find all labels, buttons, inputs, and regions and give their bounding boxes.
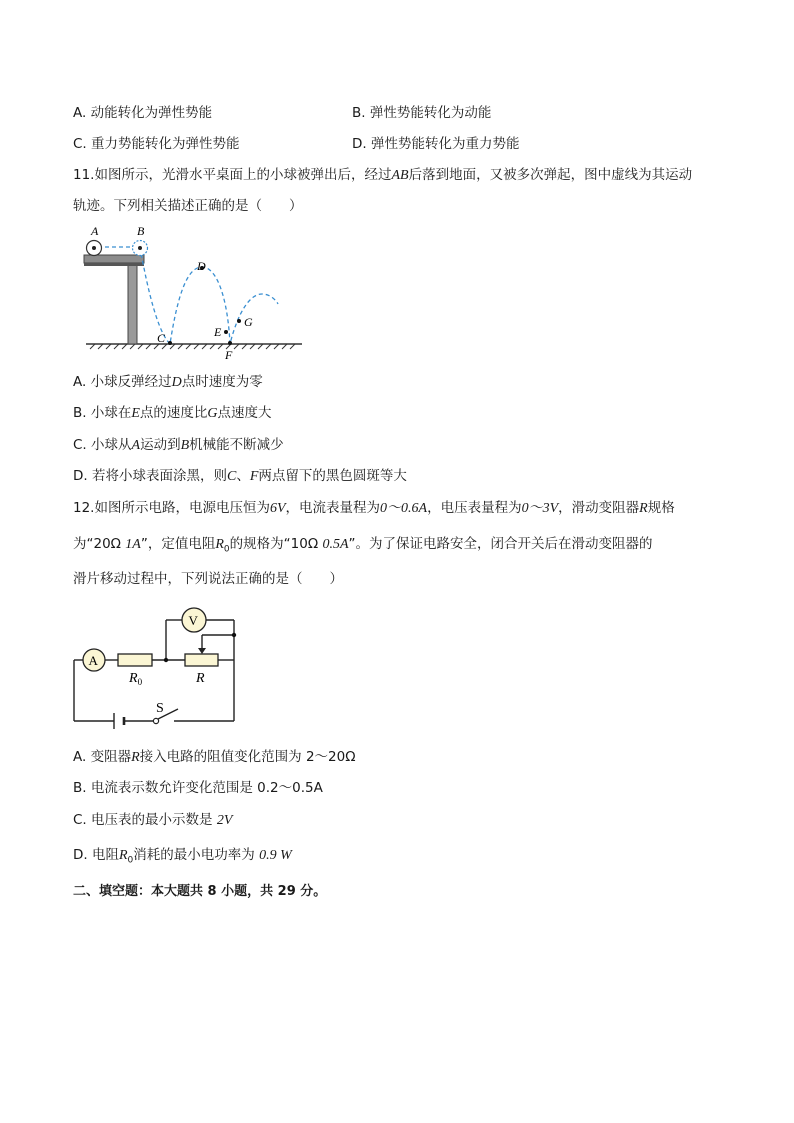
q11-option-d: D. 若将小球表面涂黑，则C、F两点留下的黑色圆斑等大 bbox=[73, 468, 407, 484]
r-label: R bbox=[196, 671, 205, 686]
q10-option-a: A. 动能转化为弹性势能 bbox=[73, 105, 213, 121]
q12-option-c: C. 电压表的最小示数是 2V bbox=[73, 812, 233, 828]
q12-stem-line1: 12.如图所示电路，电源电压恒为6V，电流表量程为0～0.6A，电压表量程为0～3V，滑动变阻器R规格 bbox=[73, 500, 675, 516]
q11-option-b: B. 小球在E点的速度比G点速度大 bbox=[73, 405, 272, 421]
voltmeter-label: V bbox=[188, 613, 198, 628]
label-c: C bbox=[157, 331, 166, 345]
q10-option-b: B. 弹性势能转化为动能 bbox=[352, 105, 492, 121]
q11-option-c: C. 小球从A运动到B机械能不断减少 bbox=[73, 437, 284, 453]
table-top-shadow bbox=[84, 263, 144, 266]
point-e bbox=[224, 330, 228, 334]
point-g bbox=[237, 319, 241, 323]
slider-arrow bbox=[198, 648, 206, 654]
ammeter-label: A bbox=[88, 653, 98, 668]
q11-stem-line1: 11.如图所示，光滑水平桌面上的小球被弹出后，经过AB后落到地面，又被多次弹起，图中虚线为其运动 bbox=[73, 167, 693, 183]
q10-option-d: D. 弹性势能转化为重力势能 bbox=[352, 136, 520, 152]
point-c bbox=[168, 341, 172, 345]
table-top bbox=[84, 255, 144, 263]
label-d: D bbox=[197, 259, 206, 273]
q12-option-b: B. 电流表示数允许变化范围是 0.2～0.5A bbox=[73, 780, 323, 796]
q11-figure bbox=[70, 222, 310, 362]
label-b: B bbox=[137, 224, 145, 238]
q12-stem-line3: 滑片移动过程中，下列说法正确的是（ ） bbox=[73, 571, 343, 587]
table-leg bbox=[128, 263, 137, 344]
q11-option-a: A. 小球反弹经过D点时速度为零 bbox=[73, 374, 263, 390]
q12-option-a: A. 变阻器R接入电路的阻值变化范围为 2～20Ω bbox=[73, 749, 356, 765]
q10-option-c: C. 重力势能转化为弹性势能 bbox=[73, 136, 240, 152]
section-2-heading: 二、填空题：本大题共 8 小题，共 29 分。 bbox=[73, 884, 327, 899]
r0-label: $R_0$ bbox=[129, 671, 143, 687]
switch-label: S bbox=[156, 701, 164, 716]
label-g: G bbox=[244, 315, 253, 329]
resistor-r0 bbox=[118, 654, 152, 666]
q12-circuit-figure bbox=[70, 602, 250, 732]
label-f: F bbox=[225, 348, 233, 362]
q12-option-d: D. 电阻$R_0$消耗的最小电功率为 0.9 W bbox=[73, 847, 292, 866]
rheostat-r bbox=[185, 654, 218, 666]
point-f bbox=[228, 341, 232, 345]
label-e: E bbox=[214, 325, 222, 339]
q12-stem-line2: 为“20Ω 1A”，定值电阻$R_0$的规格为“10Ω 0.5A”。为了保证电路安全，闭合开关后在滑动变阻器的 bbox=[73, 536, 653, 555]
q11-stem-line2: 轨迹。下列相关描述正确的是（ ） bbox=[73, 198, 303, 214]
label-a: A bbox=[91, 224, 99, 238]
